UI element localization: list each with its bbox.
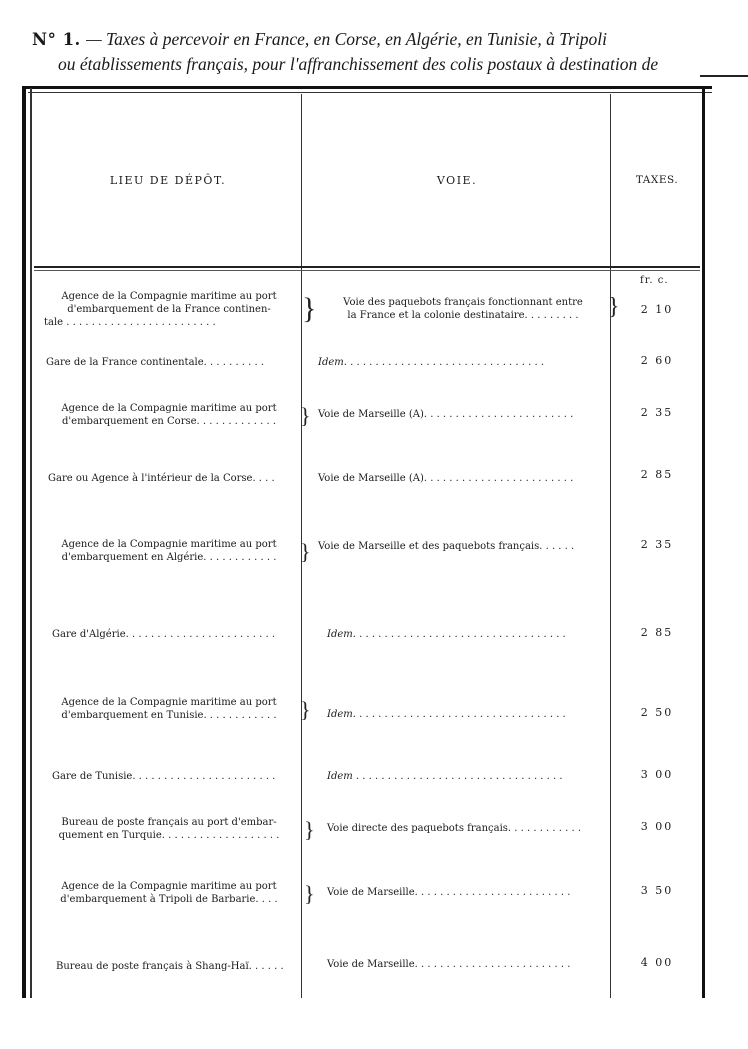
voie-line: la France et la colonie destinataire. . . . . . . . .	[347, 310, 579, 321]
voie-cell	[318, 472, 608, 485]
lieu-cell	[42, 880, 296, 906]
voie-cell	[327, 886, 617, 899]
column-header-voie: VOIE.	[436, 174, 478, 187]
brace-mark: }	[300, 539, 311, 564]
column-header-taxes: TAXES.	[635, 174, 679, 186]
lieu-line: Gare de la France continentale. . . . . . . . . .	[46, 357, 265, 368]
lieu-line: Gare ou Agence à l'intérieur de la Corse. . . .	[48, 473, 275, 484]
voie-line: Voie de Marseille. . . . . . . . . . . . . . . . . . . . . . . . .	[327, 887, 571, 898]
brace-mark: }	[300, 403, 311, 428]
voie-cell	[327, 708, 617, 721]
lieu-cell	[48, 472, 302, 485]
voie-line: Voie de Marseille (A). . . . . . . . . . . . . . . . . . . . . . . .	[318, 409, 574, 420]
voie-line: Idem . . . . . . . . . . . . . . . . . . . . . . . . . . . . . . . . .	[327, 771, 563, 782]
lieu-line: tale . . . . . . . . . . . . . . . . . . . . . . . .	[44, 317, 216, 328]
taxe-cell: 3 00	[640, 820, 674, 833]
voie-cell	[318, 296, 608, 322]
lieu-line: Agence de la Compagnie maritime au port	[61, 697, 277, 708]
voie-cell	[327, 770, 617, 783]
column-header-lieu: LIEU DE DÉPÔT.	[109, 174, 227, 187]
margin-rule	[700, 75, 748, 77]
voie-line: Voie de Marseille. . . . . . . . . . . . . . . . . . . . . . . . .	[327, 959, 571, 970]
taxe-cell: 2 35	[640, 538, 674, 551]
lieu-line: d'embarquement à Tripoli de Barbarie. . . .	[60, 894, 278, 905]
taxe-cell: 2 10	[640, 303, 674, 316]
lieu-cell	[42, 290, 296, 329]
voie-line: Voie directe des paquebots français. . . . . . . . . . . .	[327, 823, 582, 834]
lieu-cell	[42, 402, 296, 428]
voie-line: Idem. . . . . . . . . . . . . . . . . . . . . . . . . . . . . . . .	[318, 357, 545, 368]
voie-cell	[318, 540, 608, 553]
brace-mark: }	[302, 292, 317, 325]
taxe-cell: 3 00	[640, 768, 674, 781]
lieu-line: d'embarquement en Corse. . . . . . . . . . . . .	[62, 416, 276, 427]
heading-title-line-2: ou établissements français, pour l'affranchissement des colis postaux à destination de	[58, 54, 659, 74]
heading-title-line-1: — Taxes à percevoir en France, en Corse, en Algérie, en Tunisie, à Tripoli	[86, 29, 607, 49]
table-left-rule-inner	[30, 88, 32, 998]
voie-line: Idem. . . . . . . . . . . . . . . . . . . . . . . . . . . . . . . . . .	[327, 629, 566, 640]
voie-cell	[327, 822, 617, 835]
header-rule-inner	[34, 270, 700, 271]
lieu-cell	[42, 696, 296, 722]
brace-mark: }	[608, 294, 620, 320]
heading-number: N° 1.	[32, 30, 81, 49]
taxe-cell: 3 50	[640, 884, 674, 897]
units-label: fr. c.	[640, 275, 669, 286]
brace-mark: }	[304, 817, 315, 842]
lieu-line: Gare d'Algérie. . . . . . . . . . . . . . . . . . . . . . . .	[52, 629, 276, 640]
lieu-line: d'embarquement en Tunisie. . . . . . . . . . . .	[61, 710, 277, 721]
taxe-cell: 2 35	[640, 406, 674, 419]
tariff-table	[22, 80, 702, 1000]
taxe-cell: 4 00	[640, 956, 674, 969]
lieu-line: Agence de la Compagnie maritime au port	[61, 539, 277, 550]
lieu-cell	[46, 356, 300, 369]
lieu-line: Agence de la Compagnie maritime au port	[61, 291, 277, 302]
voie-line: Idem. . . . . . . . . . . . . . . . . . . . . . . . . . . . . . . . . .	[327, 709, 566, 720]
voie-cell	[327, 628, 617, 641]
brace-mark: }	[300, 697, 311, 722]
column-divider-2	[610, 94, 611, 998]
header-rule	[34, 266, 700, 268]
lieu-line: Bureau de poste français au port d'embar-	[61, 817, 277, 828]
taxe-cell: 2 60	[640, 354, 674, 367]
lieu-cell	[52, 628, 306, 641]
lieu-line: Gare de Tunisie. . . . . . . . . . . . . . . . . . . . . . .	[52, 771, 276, 782]
brace-mark: }	[304, 881, 315, 906]
lieu-cell	[52, 770, 306, 783]
taxe-cell: 2 50	[640, 706, 674, 719]
voie-cell	[318, 356, 608, 369]
lieu-line: Agence de la Compagnie maritime au port	[61, 881, 277, 892]
taxe-cell: 2 85	[640, 468, 674, 481]
table-top-rule	[22, 86, 712, 89]
taxe-cell: 2 85	[640, 626, 674, 639]
lieu-cell	[42, 816, 296, 842]
table-right-rule	[702, 86, 705, 998]
lieu-line: Bureau de poste français à Shang-Haï. . . . . .	[56, 961, 284, 972]
table-left-rule	[22, 88, 26, 998]
voie-line: Voie de Marseille (A). . . . . . . . . . . . . . . . . . . . . . . .	[318, 473, 574, 484]
lieu-line: Agence de la Compagnie maritime au port	[61, 403, 277, 414]
voie-cell	[318, 408, 608, 421]
lieu-cell	[56, 960, 310, 973]
lieu-line: quement en Turquie. . . . . . . . . . . . . . . . . . .	[58, 830, 280, 841]
lieu-line: d'embarquement de la France continen-	[67, 304, 271, 315]
heading-line-1	[32, 29, 607, 50]
voie-line: Voie de Marseille et des paquebots français. . . . . .	[318, 541, 575, 552]
voie-line: Voie des paquebots français fonctionnant entre	[343, 297, 583, 308]
lieu-line: d'embarquement en Algérie. . . . . . . . . . . .	[61, 552, 277, 563]
voie-cell	[327, 958, 617, 971]
lieu-cell	[42, 538, 296, 564]
